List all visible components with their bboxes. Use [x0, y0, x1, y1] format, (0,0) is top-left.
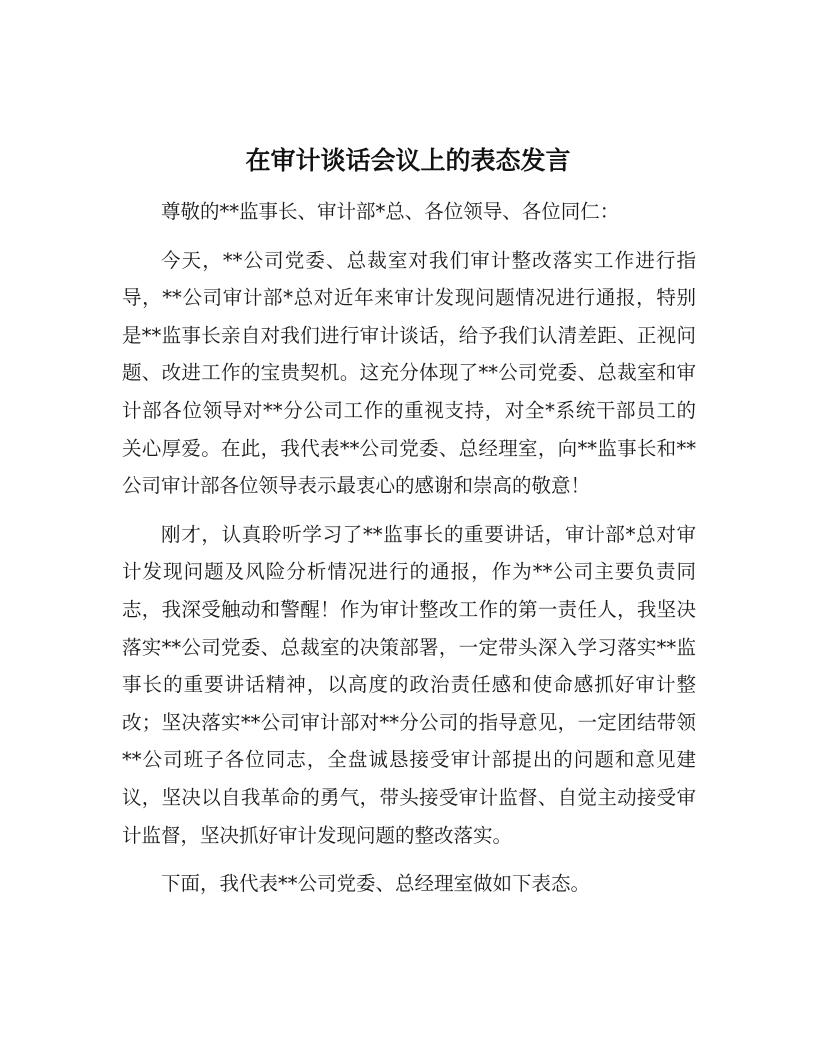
document-title: 在审计谈话会议上的表态发言 — [245, 146, 571, 175]
paragraph-2: 刚才，认真聆听学习了**监事长的重要讲话，审计部*总对审计发现问题及风险分析情况进行的通报，作为**公司主要负责同志，我深受触动和警醒！作为审计整改工作的第一责任人，我坚决落实**公司党委、总裁室的决策部署，一定带头深入学习落实**监事长的重要讲话精神，以高度的政治责任感和使命感抓好审计整改；坚决落实**公司审计部对**分公司的指导意见，一定团结带领**公司班子各位同志，全盘诚恳接受审计部提出的问题和意见建议，坚决以自我革命的勇气，带头接受审计监督、自觉主动接受审计监督，坚决抓好审计发现问题的整改落实。 — [122, 522, 696, 847]
paragraph-3: 下面，我代表**公司党委、总经理室做如下表态。 — [161, 872, 591, 896]
paragraph-1: 今天，**公司党委、总裁室对我们审计整改落实工作进行指导，**公司审计部*总对近年来审计发现问题情况进行通报，特别是**监事长亲自对我们进行审计谈话，给予我们认清差距、正视问题、改进工作的宝贵契机。这充分体现了**公司党委、总裁室和审计部各位领导对**分公司工作的重视支持，对全*系统干部员工的关心厚爱。在此，我代表**公司党委、总经理室，向**监事长和**公司审计部各位领导表示最衷心的感谢和崇高的敬意！ — [122, 248, 696, 498]
salutation: 尊敬的**监事长、审计部*总、各位领导、各位同仁： — [161, 200, 620, 223]
document-body — [122, 193, 696, 903]
